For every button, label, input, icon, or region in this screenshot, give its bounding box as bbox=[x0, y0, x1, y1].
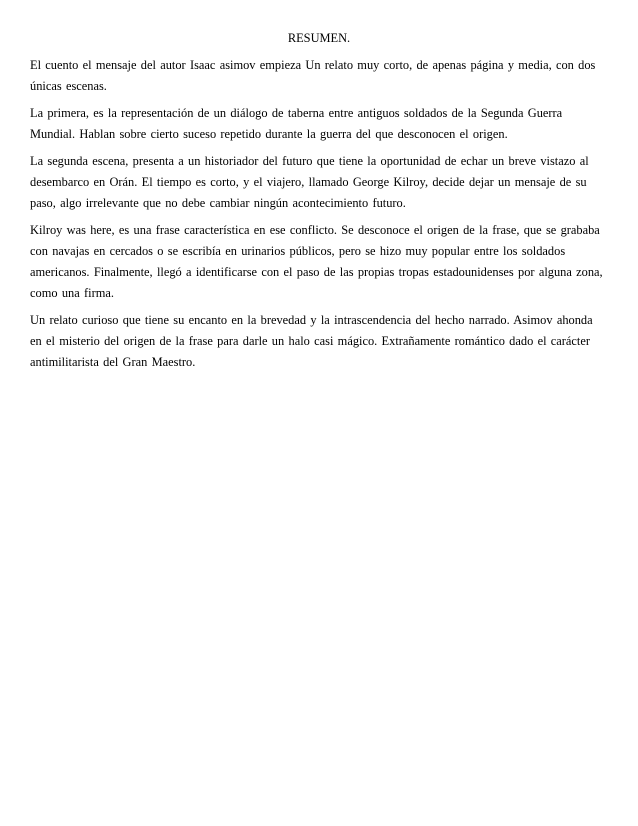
paragraph-5: Un relato curioso que tiene su encanto en la brevedad y la intrascendencia del hecho narrado. Asimov ahonda en el misterio del origen de la frase para darle un halo casi mágico. Extrañamente romántico dado el carácter antimilitarista del Gran Maestro. bbox=[30, 313, 593, 369]
paragraph-1: El cuento el mensaje del autor Isaac asimov empieza Un relato muy corto, de apenas página y media, con dos únicas escenas. bbox=[30, 58, 596, 93]
paragraph-4: Kilroy was here, es una frase característica en ese conflicto. Se desconoce el origen de la frase, que se grababa con navajas en cercados o se escribía en urinarios públicos, pero se hizo muy popular entre los soldados americanos. Finalmente, llegó a identificarse con el paso de las propias tropas estadounidenses por alguna zona, como una firma. bbox=[30, 223, 603, 300]
paragraph-2: La primera, es la representación de un diálogo de taberna entre antiguos soldados de la Segunda Guerra Mundial. Hablan sobre cierto suceso repetido durante la guerra del que desconocen el origen. bbox=[30, 106, 563, 141]
document-title: RESUMEN. bbox=[287, 31, 351, 45]
document-page bbox=[30, 28, 608, 379]
paragraph-3: La segunda escena, presenta a un historiador del futuro que tiene la oportunidad de echar un breve vistazo al desembarco en Orán. El tiempo es corto, y el viajero, llamado George Kilroy, decide dejar un mensaje de su paso, algo irrelevante que no debe cambiar ningún acontecimiento futuro. bbox=[30, 154, 589, 210]
